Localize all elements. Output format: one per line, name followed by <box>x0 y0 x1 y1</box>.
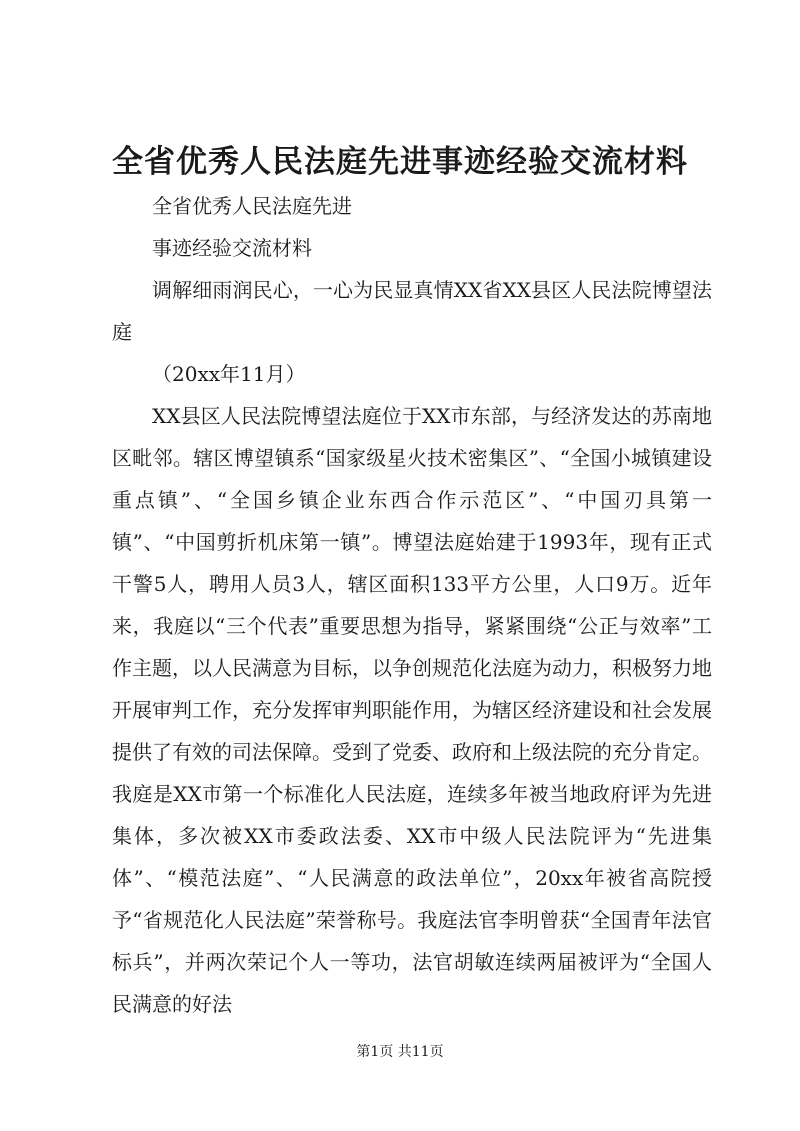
document-body <box>112 185 712 1025</box>
paragraph-heading: 调解细雨润民心，一心为民显真情XX省XX县区人民法院博望法庭 <box>112 278 712 344</box>
paragraph-body: XX县区人民法院博望法庭位于XX市东部，与经济发达的苏南地区毗邻。辖区博望镇系“国家级星火技术密集区”、“全国小城镇建设重点镇”、“全国乡镇企业东西合作示范区”、“中国刃具第一镇”、“中国剪折机床第一镇”。博望法庭始建于1993年，现有正式干警5人，聘用人员3人，辖区面积133平方公里，人口9万。近年来，我庭以“三个代表”重要思想为指导，紧紧围绕“公正与效率”工作主题，以人民满意为目标，以争创规范化法庭为动力，积极努力地开展审判工作，充分发挥审判职能作用，为辖区经济建设和社会发展提供了有效的司法保障。受到了党委、政府和上级法院的充分肯定。我庭是XX市第一个标准化人民法庭，连续多年被当地政府评为先进集体，多次被XX市委政法委、XX市中级人民法院评为“先进集体”、“模范法庭”、“人民满意的政法单位”，20xx年被省高院授予“省规范化人民法庭”荣誉称号。我庭法官李明曾获“全国青年法官标兵”，并两次荣记个人一等功，法官胡敏连续两届被评为“全国人民满意的好法 <box>112 404 712 1016</box>
paragraph-subtitle-1: 全省优秀人民法庭先进 <box>152 194 352 218</box>
document-title: 全省优秀人民法庭先进事迹经验交流材料 <box>112 144 688 180</box>
paragraph-date: （20xx年11月） <box>152 362 306 386</box>
paragraph-subtitle-2: 事迹经验交流材料 <box>152 236 312 260</box>
page-number-footer: 第1页 共11页 <box>356 1044 444 1060</box>
